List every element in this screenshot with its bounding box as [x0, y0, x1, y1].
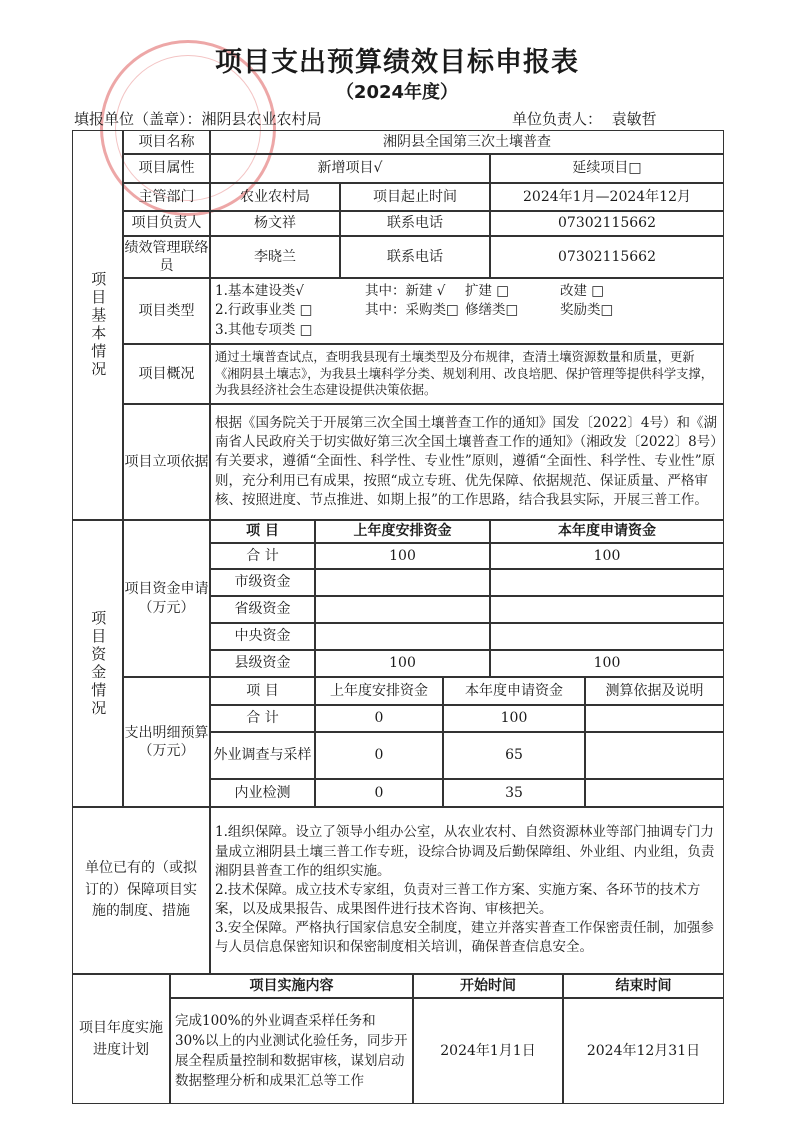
measure-item: 2.技术保障。成立技术专家组，负责对三普工作方案、实施方案、各环节的技术方案，以及成果报告、成果图件进行技术咨询、审核把关。: [215, 881, 701, 918]
detail-head-this: 本年度申请资金: [443, 677, 585, 705]
fund-row-this: 100: [490, 650, 724, 677]
detail-head-note: 测算依据及说明: [585, 677, 724, 705]
schedule-head-content: 项目实施内容: [170, 974, 413, 998]
schedule-label: 项目年度实施进度计划: [72, 974, 170, 1104]
type-option: 2.行政事业类 □: [215, 302, 313, 319]
detail-row-this: 65: [443, 732, 585, 779]
period-value: 2024年1月—2024年12月: [490, 183, 724, 211]
owner-phone-label: 联系电话: [340, 211, 490, 236]
detail-row-name: 合 计: [210, 705, 315, 732]
period-label: 项目起止时间: [340, 183, 490, 211]
fund-row-name: 市级资金: [210, 569, 315, 596]
project-type-label: 项目类型: [123, 278, 210, 344]
type-option: 其中：新建 √: [365, 282, 446, 299]
type-option: 1.基本建设类√: [215, 282, 304, 299]
detail-budget-label: 支出明细预算（万元）: [123, 677, 210, 807]
overview-label: 项目概况: [123, 344, 210, 404]
fund-row-last: 100: [315, 650, 490, 677]
type-option: 奖励类□: [560, 302, 614, 319]
section-funds: 项目资金情况: [72, 520, 123, 807]
measure-item: 1.组织保障。设立了领导小组办公室，从农业农村、自然资源林业等部门抽调专门力量成立湘阴县土壤三普工作专班，设综合协调及后勤保障组、外业组、内业组，负责湘阴县普查工作的组织实施。: [215, 824, 715, 879]
owner-phone: 07302115662: [490, 211, 724, 236]
fund-row-name: 县级资金: [210, 650, 315, 677]
detail-head-item: 项 目: [210, 677, 315, 705]
section-basic-info: 项目基本情况: [72, 130, 123, 520]
type-option: 扩建 □: [465, 282, 510, 299]
detail-row-note: [585, 705, 724, 732]
fund-row-this: [490, 596, 724, 623]
fund-row-this: 100: [490, 543, 724, 569]
detail-row-note: [585, 732, 724, 779]
fund-row-last: [315, 569, 490, 596]
detail-row-this: 35: [443, 779, 585, 807]
unit-leader-name: 袁敏哲: [611, 110, 657, 128]
unit-leader: [512, 108, 657, 129]
fund-head-last: 上年度安排资金: [315, 520, 490, 543]
type-option: 3.其他专项类 □: [215, 321, 313, 338]
perf-contact-label: 绩效管理联络员: [123, 236, 210, 278]
dept-value: 农业农村局: [210, 183, 340, 211]
fund-head-item: 项 目: [210, 520, 315, 543]
detail-head-last: 上年度安排资金: [315, 677, 443, 705]
detail-row-note: [585, 779, 724, 807]
project-attr-label: 项目属性: [123, 154, 210, 183]
fund-row-name: 合 计: [210, 543, 315, 569]
detail-row-this: 100: [443, 705, 585, 732]
schedule-content: 完成100%的外业调查采样任务和 30%以上的内业测试化验任务，同步开展全程质量控制和数据审核，谋划启动数据整理分析和成果汇总等工作: [170, 998, 413, 1104]
project-attr-new: 新增项目√: [210, 154, 490, 183]
schedule-head-start: 开始时间: [413, 974, 563, 998]
perf-contact-name: 李晓兰: [210, 236, 340, 278]
type-option: 其中：采购类□: [365, 302, 459, 319]
fund-row-last: [315, 596, 490, 623]
fund-row-name: 中央资金: [210, 623, 315, 650]
perf-contact-phone: 07302115662: [490, 236, 724, 278]
project-type-options: [210, 278, 724, 344]
detail-row-last: 0: [315, 732, 443, 779]
page-year: （2024年度）: [335, 82, 459, 103]
owner-label: 项目负责人: [123, 211, 210, 236]
dept-label: 主管部门: [123, 183, 210, 211]
detail-row-name: 外业调查与采样: [210, 732, 315, 779]
fund-head-this: 本年度申请资金: [490, 520, 724, 543]
basis-text: 根据《国务院关于开展第三次全国土壤普查工作的通知》国发〔2022〕4号）和《湖南省人民政府关于切实做好第三次全国土壤普查工作的通知》（湘政发〔2022〕8号）有关要求，遵循“全面性、科学性、专业性”原则，遵循“全面性、科学性、专业性”原则，充分利用已有成果，按照“成立专班、优先保障、依据规范、保证质量、严格审核、按照进度、节点推进、如期上报”的工作思路，结合我县实际，开展三普工作。: [210, 404, 724, 520]
detail-row-last: 0: [315, 705, 443, 732]
page-title: 项目支出预算绩效目标申报表: [215, 47, 579, 78]
project-name-label: 项目名称: [123, 130, 210, 154]
owner-name: 杨文祥: [210, 211, 340, 236]
basis-label: 项目立项依据: [123, 404, 210, 520]
schedule-head-end: 结束时间: [563, 974, 724, 998]
detail-row-last: 0: [315, 779, 443, 807]
project-name-value: 湘阴县全国第三次土壤普查: [210, 130, 724, 154]
project-attr-continue: 延续项目□: [490, 154, 724, 183]
type-option: 改建 □: [560, 282, 605, 299]
fund-row-this: [490, 569, 724, 596]
measures-text: [210, 807, 724, 974]
measures-label: 单位已有的（或拟订的）保障项目实施的制度、措施: [72, 807, 210, 974]
filling-unit: 填报单位（盖章）：湘阴县农业农村局: [74, 110, 322, 128]
fund-apply-label: 项目资金申请（万元）: [123, 520, 210, 677]
fund-row-last: 100: [315, 543, 490, 569]
schedule-end: 2024年12月31日: [563, 998, 724, 1104]
schedule-start: 2024年1月1日: [413, 998, 563, 1104]
unit-leader-label: 单位负责人：: [512, 110, 603, 128]
perf-phone-label: 联系电话: [340, 236, 490, 278]
fund-row-last: [315, 623, 490, 650]
detail-row-name: 内业检测: [210, 779, 315, 807]
measure-item: 3.安全保障。严格执行国家信息安全制度，建立并落实普查工作保密责任制，加强参与人员信息保密知识和保密制度相关培训，确保普查信息安全。: [215, 920, 714, 956]
type-option: 修缮类□: [465, 302, 519, 319]
fund-row-name: 省级资金: [210, 596, 315, 623]
overview-text: 通过土壤普查试点，查明我县现有土壤类型及分布规律，查清土壤资源数量和质量，更新《湘阴县土壤志》，为我县土壤科学分类、规划利用、改良培肥、保护管理等提供科学支撑，为我县经济社会生态建设提供决策依据。: [210, 344, 724, 404]
fund-row-this: [490, 623, 724, 650]
